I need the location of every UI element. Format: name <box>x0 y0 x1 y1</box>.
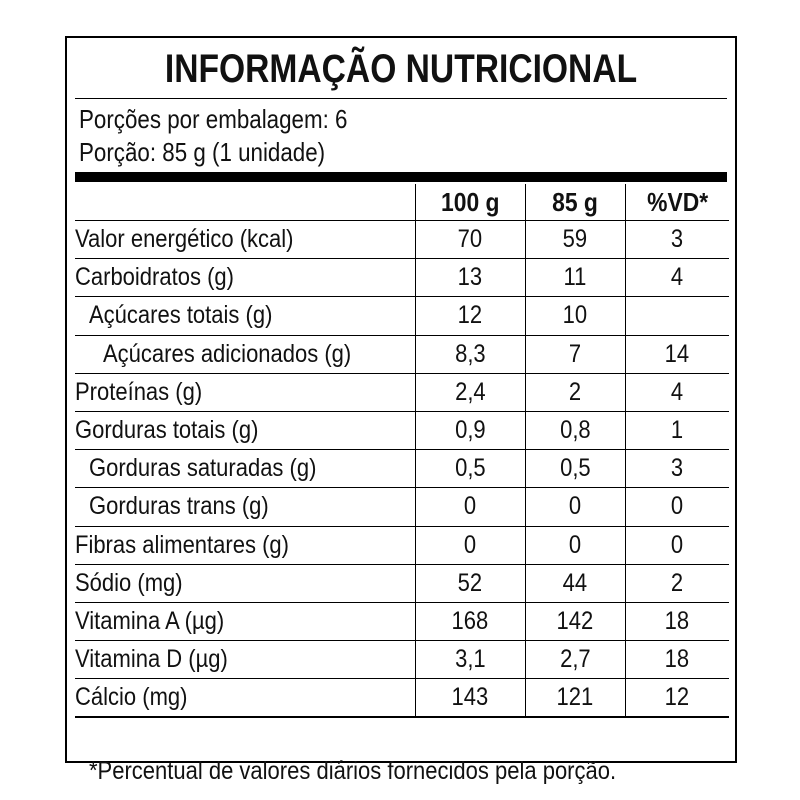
value-per-serving: 0 <box>525 526 625 564</box>
value-per-serving: 2 <box>525 373 625 411</box>
table-row <box>75 297 729 335</box>
thick-divider <box>75 172 727 182</box>
header-per-100g: 100 g <box>415 184 525 221</box>
value-daily-percent: 3 <box>625 221 729 259</box>
nutrient-label: Valor energético (kcal) <box>75 221 415 259</box>
value-per-100g: 3,1 <box>415 641 525 679</box>
value-per-serving: 142 <box>525 602 625 640</box>
table-row <box>75 221 729 259</box>
value-daily-percent: 18 <box>625 641 729 679</box>
nutrient-label: Gorduras totais (g) <box>75 411 415 449</box>
value-daily-percent: 2 <box>625 564 729 602</box>
value-per-serving: 2,7 <box>525 641 625 679</box>
table-row <box>75 335 729 373</box>
value-per-100g: 13 <box>415 259 525 297</box>
value-per-100g: 0,9 <box>415 411 525 449</box>
value-per-serving: 121 <box>525 679 625 718</box>
nutrient-label: Açúcares adicionados (g) <box>75 335 415 373</box>
value-per-100g: 70 <box>415 221 525 259</box>
value-daily-percent <box>625 297 729 335</box>
value-daily-percent: 1 <box>625 411 729 449</box>
serving-size: Porção: 85 g (1 unidade) <box>79 137 326 167</box>
nutrient-label: Açúcares totais (g) <box>75 297 415 335</box>
panel-title: INFORMAÇÃO NUTRICIONAL <box>164 47 638 91</box>
header-blank <box>75 184 415 221</box>
table-row <box>75 259 729 297</box>
value-daily-percent: 12 <box>625 679 729 718</box>
value-per-100g: 2,4 <box>415 373 525 411</box>
nutrient-label: Sódio (mg) <box>75 564 415 602</box>
value-daily-percent: 4 <box>625 259 729 297</box>
value-per-100g: 168 <box>415 602 525 640</box>
value-per-serving: 0 <box>525 488 625 526</box>
value-per-100g: 52 <box>415 564 525 602</box>
header-per-serving: 85 g <box>525 184 625 221</box>
table-row <box>75 373 729 411</box>
value-per-serving: 0,5 <box>525 450 625 488</box>
value-per-100g: 143 <box>415 679 525 718</box>
title-divider <box>75 98 727 99</box>
nutrient-label: Vitamina A (µg) <box>75 602 415 640</box>
table-row <box>75 602 729 640</box>
value-per-serving: 0,8 <box>525 411 625 449</box>
table-row <box>75 679 729 718</box>
value-per-serving: 11 <box>525 259 625 297</box>
footnote: *Percentual de valores diários fornecidos pela porção. <box>89 757 617 785</box>
nutrition-facts-panel <box>65 36 737 785</box>
nutrition-table <box>75 184 729 718</box>
nutrient-label: Cálcio (mg) <box>75 679 415 718</box>
value-per-serving: 59 <box>525 221 625 259</box>
table-row <box>75 564 729 602</box>
value-daily-percent: 0 <box>625 526 729 564</box>
value-per-100g: 0 <box>415 488 525 526</box>
value-per-100g: 0 <box>415 526 525 564</box>
value-daily-percent: 0 <box>625 488 729 526</box>
table-header-row <box>75 184 729 221</box>
table-row <box>75 488 729 526</box>
nutrient-label: Vitamina D (µg) <box>75 641 415 679</box>
value-daily-percent: 14 <box>625 335 729 373</box>
value-per-serving: 44 <box>525 564 625 602</box>
value-per-serving: 10 <box>525 297 625 335</box>
table-row <box>75 411 729 449</box>
value-per-100g: 8,3 <box>415 335 525 373</box>
value-per-100g: 12 <box>415 297 525 335</box>
value-daily-percent: 18 <box>625 602 729 640</box>
nutrient-label: Gorduras trans (g) <box>75 488 415 526</box>
table-row <box>75 526 729 564</box>
nutrient-label: Fibras alimentares (g) <box>75 526 415 564</box>
nutrient-label: Carboidratos (g) <box>75 259 415 297</box>
value-per-serving: 7 <box>525 335 625 373</box>
value-per-100g: 0,5 <box>415 450 525 488</box>
table-row <box>75 641 729 679</box>
value-daily-percent: 4 <box>625 373 729 411</box>
nutrient-label: Proteínas (g) <box>75 373 415 411</box>
servings-per-package: Porções por embalagem: 6 <box>79 104 348 134</box>
table-row <box>75 450 729 488</box>
nutrient-label: Gorduras saturadas (g) <box>75 450 415 488</box>
value-daily-percent: 3 <box>625 450 729 488</box>
header-daily-value: %VD* <box>625 184 729 221</box>
